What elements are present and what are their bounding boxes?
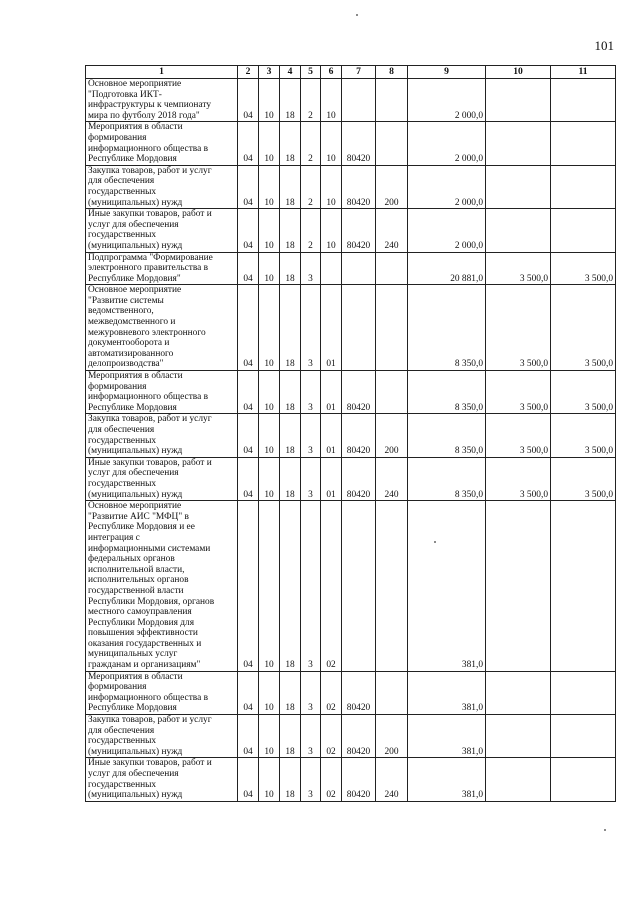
cell-c3: 10 <box>259 371 280 414</box>
row-name-line: государственных <box>88 736 157 747</box>
column-header: 2 <box>238 66 259 79</box>
row-name-line: для обеспечения <box>88 725 155 736</box>
column-header: 4 <box>280 66 301 79</box>
cell-c10: 3 500,0 <box>486 371 551 414</box>
cell-c3: 10 <box>259 209 280 252</box>
row-name-line: Мероприятия в области <box>88 122 183 133</box>
row-name-line: "Подготовка ИКТ- <box>88 89 162 100</box>
table-row <box>86 209 616 252</box>
cell-c2: 04 <box>238 371 259 414</box>
table-row <box>86 414 616 457</box>
column-header: 11 <box>551 66 616 79</box>
cell-c4: 18 <box>280 501 301 672</box>
row-name-line: электронного правительства в <box>88 263 209 274</box>
row-name-line: услуг для обеспечения <box>88 468 179 479</box>
row-name-cell <box>86 285 238 371</box>
row-name-line: Республике Мордовия <box>88 703 177 714</box>
cell-c10 <box>486 715 551 758</box>
cell-c10 <box>486 501 551 672</box>
cell-c6: 01 <box>321 457 342 500</box>
row-name-line: инфраструктуры к чемпионату <box>88 100 212 111</box>
row-name-line: Иные закупки товаров, работ и <box>88 209 212 220</box>
cell-c6: 01 <box>321 414 342 457</box>
cell-c2: 04 <box>238 671 259 714</box>
cell-c4: 18 <box>280 285 301 371</box>
cell-c7: 80420 <box>342 165 376 208</box>
row-name-line: делопроизводства" <box>88 359 164 370</box>
cell-c2: 04 <box>238 758 259 801</box>
row-name-line: межведомственного и <box>88 317 176 328</box>
row-name-line: (муниципальных) нужд <box>88 197 183 208</box>
cell-c11: 3 500,0 <box>551 252 616 285</box>
row-name-line: Республике Мордовия <box>88 402 177 413</box>
column-header: 1 <box>86 66 238 79</box>
row-name-line: Иные закупки товаров, работ и <box>88 758 212 769</box>
cell-c11: 3 500,0 <box>551 371 616 414</box>
cell-c5: 3 <box>301 671 321 714</box>
cell-c2: 04 <box>238 715 259 758</box>
row-name-line: Республике Мордовия и ее <box>88 522 195 533</box>
cell-c7: 80420 <box>342 122 376 165</box>
row-name-line: "Развитие АИС "МФЦ" в <box>88 511 189 522</box>
cell-c11 <box>551 501 616 672</box>
table-row <box>86 252 616 285</box>
cell-c2: 04 <box>238 285 259 371</box>
cell-c5: 3 <box>301 715 321 758</box>
row-name-line: (муниципальных) нужд <box>88 746 183 757</box>
cell-c10 <box>486 209 551 252</box>
cell-c6 <box>321 252 342 285</box>
cell-c8: 240 <box>376 209 408 252</box>
cell-c10: 3 500,0 <box>486 285 551 371</box>
scan-speck <box>604 829 606 831</box>
row-name-line: государственных <box>88 230 157 241</box>
cell-c8 <box>376 371 408 414</box>
cell-c6: 10 <box>321 209 342 252</box>
cell-c8: 200 <box>376 414 408 457</box>
cell-c11 <box>551 209 616 252</box>
row-name-line: (муниципальных) нужд <box>88 489 183 500</box>
cell-c2: 04 <box>238 457 259 500</box>
cell-c7: 80420 <box>342 671 376 714</box>
cell-c3: 10 <box>259 122 280 165</box>
cell-c6: 10 <box>321 165 342 208</box>
row-name-line: Основное мероприятие <box>88 501 182 512</box>
row-name-line: государственных <box>88 779 157 790</box>
row-name-line: Мероприятия в области <box>88 371 183 382</box>
row-name-line: Республике Мордовия" <box>88 273 181 284</box>
table-row <box>86 671 616 714</box>
cell-c11 <box>551 758 616 801</box>
row-name-cell <box>86 371 238 414</box>
cell-c9: 381,0 <box>408 758 486 801</box>
cell-c7: 80420 <box>342 715 376 758</box>
column-header: 5 <box>301 66 321 79</box>
cell-c7: 80420 <box>342 371 376 414</box>
cell-c4: 18 <box>280 715 301 758</box>
cell-c8 <box>376 501 408 672</box>
cell-c6: 01 <box>321 371 342 414</box>
row-name-line: Республики Мордовия, органов <box>88 596 215 607</box>
table-row <box>86 501 616 672</box>
cell-c10 <box>486 671 551 714</box>
row-name-line: Закупка товаров, работ и услуг <box>88 715 212 726</box>
cell-c5: 3 <box>301 758 321 801</box>
cell-c7 <box>342 252 376 285</box>
cell-c10 <box>486 79 551 122</box>
row-name-line: Закупка товаров, работ и услуг <box>88 414 212 425</box>
cell-c4: 18 <box>280 758 301 801</box>
row-name-line: Республике Мордовия <box>88 154 177 165</box>
row-name-line: ведомственного, <box>88 306 154 317</box>
cell-c8 <box>376 79 408 122</box>
row-name-line: автоматизированного <box>88 348 174 359</box>
cell-c4: 18 <box>280 457 301 500</box>
row-name-line: "Развитие системы <box>88 295 164 306</box>
row-name-line: Подпрограмма "Формирование <box>88 252 213 263</box>
row-name-line: местного самоуправления <box>88 607 192 618</box>
cell-c7 <box>342 79 376 122</box>
cell-c11: 3 500,0 <box>551 457 616 500</box>
scan-speck <box>434 541 436 543</box>
cell-c7: 80420 <box>342 414 376 457</box>
cell-c6: 10 <box>321 122 342 165</box>
cell-c2: 04 <box>238 252 259 285</box>
header-row <box>86 66 616 79</box>
cell-c7 <box>342 501 376 672</box>
table-row <box>86 715 616 758</box>
row-name-line: гражданам и организациям" <box>88 660 201 671</box>
row-name-line: оказания государственных и <box>88 638 202 649</box>
cell-c4: 18 <box>280 209 301 252</box>
cell-c5: 3 <box>301 414 321 457</box>
row-name-line: интеграция с <box>88 532 140 543</box>
cell-c9: 2 000,0 <box>408 165 486 208</box>
row-name-cell <box>86 457 238 500</box>
cell-c9: 8 350,0 <box>408 285 486 371</box>
column-header: 3 <box>259 66 280 79</box>
cell-c6: 02 <box>321 715 342 758</box>
column-header: 6 <box>321 66 342 79</box>
cell-c5: 3 <box>301 285 321 371</box>
row-name-cell <box>86 209 238 252</box>
row-name-line: Республики Мордовия для <box>88 617 195 628</box>
cell-c8 <box>376 671 408 714</box>
cell-c8: 240 <box>376 758 408 801</box>
cell-c11 <box>551 715 616 758</box>
budget-table <box>85 65 616 802</box>
cell-c8: 200 <box>376 715 408 758</box>
cell-c9: 8 350,0 <box>408 371 486 414</box>
cell-c6: 01 <box>321 285 342 371</box>
row-name-line: государственных <box>88 478 157 489</box>
row-name-line: информационного общества в <box>88 692 209 703</box>
cell-c11 <box>551 79 616 122</box>
cell-c11 <box>551 165 616 208</box>
cell-c3: 10 <box>259 715 280 758</box>
cell-c7 <box>342 285 376 371</box>
row-name-line: формирования <box>88 381 147 392</box>
cell-c10 <box>486 165 551 208</box>
cell-c2: 04 <box>238 209 259 252</box>
row-name-cell <box>86 165 238 208</box>
row-name-line: Иные закупки товаров, работ и <box>88 457 212 468</box>
cell-c7: 80420 <box>342 209 376 252</box>
cell-c10: 3 500,0 <box>486 457 551 500</box>
cell-c4: 18 <box>280 671 301 714</box>
row-name-line: повышения эффективности <box>88 628 198 639</box>
row-name-cell <box>86 414 238 457</box>
cell-c8 <box>376 122 408 165</box>
row-name-line: исполнительной власти, <box>88 564 185 575</box>
cell-c3: 10 <box>259 758 280 801</box>
cell-c9: 2 000,0 <box>408 209 486 252</box>
cell-c5: 2 <box>301 122 321 165</box>
cell-c7: 80420 <box>342 758 376 801</box>
row-name-line: услуг для обеспечения <box>88 219 179 230</box>
row-name-line: (муниципальных) нужд <box>88 240 183 251</box>
cell-c2: 04 <box>238 414 259 457</box>
cell-c3: 10 <box>259 501 280 672</box>
table-row <box>86 79 616 122</box>
cell-c5: 2 <box>301 79 321 122</box>
row-name-line: формирования <box>88 682 147 693</box>
row-name-line: для обеспечения <box>88 176 155 187</box>
column-header: 7 <box>342 66 376 79</box>
cell-c5: 2 <box>301 165 321 208</box>
scan-speck <box>356 14 358 16</box>
cell-c11: 3 500,0 <box>551 414 616 457</box>
cell-c4: 18 <box>280 371 301 414</box>
row-name-cell <box>86 758 238 801</box>
cell-c5: 3 <box>301 371 321 414</box>
row-name-line: Основное мероприятие <box>88 79 182 89</box>
row-name-cell <box>86 122 238 165</box>
cell-c4: 18 <box>280 414 301 457</box>
cell-c5: 2 <box>301 209 321 252</box>
cell-c6: 02 <box>321 501 342 672</box>
row-name-line: для обеспечения <box>88 425 155 435</box>
cell-c9: 2 000,0 <box>408 79 486 122</box>
cell-c3: 10 <box>259 285 280 371</box>
cell-c9: 2 000,0 <box>408 122 486 165</box>
cell-c6: 10 <box>321 79 342 122</box>
row-name-line: информационными системами <box>88 543 211 554</box>
row-name-line: услуг для обеспечения <box>88 769 179 779</box>
row-name-line: (муниципальных) нужд <box>88 446 183 457</box>
table-body <box>86 79 616 802</box>
column-header: 9 <box>408 66 486 79</box>
cell-c9: 381,0 <box>408 671 486 714</box>
table-row <box>86 371 616 414</box>
table-row <box>86 457 616 500</box>
cell-c2: 04 <box>238 165 259 208</box>
cell-c10: 3 500,0 <box>486 252 551 285</box>
row-name-cell <box>86 715 238 758</box>
row-name-line: формирования <box>88 132 147 143</box>
cell-c2: 04 <box>238 79 259 122</box>
row-name-line: Закупка товаров, работ и услуг <box>88 165 212 176</box>
cell-c9: 20 881,0 <box>408 252 486 285</box>
row-name-cell <box>86 79 238 122</box>
column-header: 8 <box>376 66 408 79</box>
page-number: 101 <box>594 38 614 53</box>
row-name-cell <box>86 501 238 672</box>
cell-c5: 3 <box>301 252 321 285</box>
cell-c4: 18 <box>280 79 301 122</box>
cell-c11 <box>551 671 616 714</box>
cell-c8: 240 <box>376 457 408 500</box>
cell-c2: 04 <box>238 501 259 672</box>
row-name-cell <box>86 252 238 285</box>
cell-c6: 02 <box>321 671 342 714</box>
row-name-line: муниципальных услуг <box>88 649 178 660</box>
row-name-line: федеральных органов <box>88 554 175 565</box>
table-row <box>86 758 616 801</box>
cell-c10 <box>486 758 551 801</box>
row-name-line: государственных <box>88 435 157 446</box>
cell-c4: 18 <box>280 122 301 165</box>
cell-c10: 3 500,0 <box>486 414 551 457</box>
cell-c9: 8 350,0 <box>408 414 486 457</box>
row-name-line: государственной власти <box>88 585 184 596</box>
cell-c11: 3 500,0 <box>551 285 616 371</box>
row-name-line: мира по футболу 2018 года" <box>88 110 200 121</box>
cell-c3: 10 <box>259 252 280 285</box>
row-name-line: Основное мероприятие <box>88 285 182 296</box>
column-header: 10 <box>486 66 551 79</box>
row-name-line: межуровневого электронного <box>88 327 206 338</box>
row-name-line: государственных <box>88 186 157 197</box>
cell-c2: 04 <box>238 122 259 165</box>
row-name-cell <box>86 671 238 714</box>
cell-c3: 10 <box>259 165 280 208</box>
cell-c10 <box>486 122 551 165</box>
cell-c9: 8 350,0 <box>408 457 486 500</box>
row-name-line: исполнительных органов <box>88 575 189 586</box>
cell-c5: 3 <box>301 457 321 500</box>
table-row <box>86 122 616 165</box>
row-name-line: Мероприятия в области <box>88 671 183 682</box>
cell-c3: 10 <box>259 414 280 457</box>
cell-c3: 10 <box>259 457 280 500</box>
cell-c4: 18 <box>280 165 301 208</box>
table-row <box>86 285 616 371</box>
table-row <box>86 165 616 208</box>
row-name-line: информационного общества в <box>88 392 209 403</box>
cell-c8 <box>376 252 408 285</box>
cell-c8: 200 <box>376 165 408 208</box>
cell-c7: 80420 <box>342 457 376 500</box>
cell-c6: 02 <box>321 758 342 801</box>
cell-c3: 10 <box>259 79 280 122</box>
cell-c8 <box>376 285 408 371</box>
cell-c9: 381,0 <box>408 501 486 672</box>
row-name-line: документооборота и <box>88 338 170 349</box>
cell-c4: 18 <box>280 252 301 285</box>
cell-c11 <box>551 122 616 165</box>
row-name-line: информационного общества в <box>88 143 209 154</box>
cell-c3: 10 <box>259 671 280 714</box>
row-name-line: (муниципальных) нужд <box>88 790 183 801</box>
cell-c5: 3 <box>301 501 321 672</box>
cell-c9: 381,0 <box>408 715 486 758</box>
